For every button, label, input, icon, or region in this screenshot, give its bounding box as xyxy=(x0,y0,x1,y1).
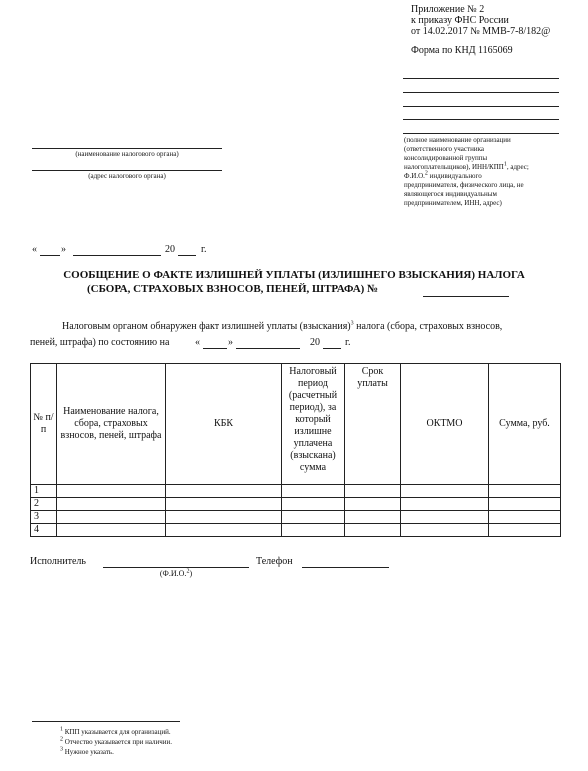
cell-sum[interactable] xyxy=(489,524,561,537)
body-year-suffix: г. xyxy=(345,337,351,348)
row-number: 3 xyxy=(31,511,57,524)
executor-field[interactable] xyxy=(103,567,249,568)
body-quote-close: » xyxy=(228,337,233,348)
cell-due-date[interactable] xyxy=(345,485,401,498)
cell-tax-name[interactable] xyxy=(57,524,166,537)
cell-oktmo[interactable] xyxy=(401,485,489,498)
cell-oktmo[interactable] xyxy=(401,511,489,524)
body-month-field[interactable] xyxy=(236,348,300,349)
header-due-date: Срок уплаты xyxy=(345,364,401,485)
body-text-line2: пеней, штрафа) по состоянию на xyxy=(30,337,170,348)
cell-sum[interactable] xyxy=(489,485,561,498)
tax-authority-address-caption: (адрес налогового органа) xyxy=(88,172,166,180)
cell-period[interactable] xyxy=(282,511,345,524)
cell-sum[interactable] xyxy=(489,511,561,524)
date-day-field[interactable] xyxy=(40,255,60,256)
tax-authority-address-line[interactable] xyxy=(32,170,222,171)
header-tax-name: Наименование налога, сбора, страховых взносов, пеней, штрафа xyxy=(57,364,166,485)
footnote-3: $^3$ Нужное указать. xyxy=(60,746,114,756)
cell-kbk[interactable] xyxy=(166,524,282,537)
date-month-field[interactable] xyxy=(73,255,161,256)
header-num: № п/п xyxy=(31,364,57,485)
body-quote-open: « xyxy=(195,337,200,348)
cell-oktmo[interactable] xyxy=(401,524,489,537)
table-row xyxy=(31,498,561,511)
date-year-prefix: 20 xyxy=(165,244,175,255)
body-year-prefix: 20 xyxy=(310,337,320,348)
table-row xyxy=(31,485,561,498)
order-label: к приказу ФНС России xyxy=(411,15,509,26)
recipient-line-4[interactable] xyxy=(403,119,559,120)
header-oktmo: ОКТМО xyxy=(401,364,489,485)
cell-period[interactable] xyxy=(282,485,345,498)
footnote-2: $^2$ Отчество указывается при наличии. xyxy=(60,736,173,746)
header-sum: Сумма, руб. xyxy=(489,364,561,485)
body-year-field[interactable] xyxy=(323,348,341,349)
appendix-label: Приложение № 2 xyxy=(411,4,485,15)
date-year-suffix: г. xyxy=(201,244,207,255)
row-number: 1 xyxy=(31,485,57,498)
tax-authority-name-caption: (наименование налогового органа) xyxy=(75,150,179,158)
cell-kbk[interactable] xyxy=(166,511,282,524)
recipient-line-2[interactable] xyxy=(403,92,559,93)
body-text-line1: Налоговым органом обнаружен факт излишней уплаты (взыскания)$^3$ налога (сбора, страховых взносов, xyxy=(62,320,503,332)
table-row xyxy=(31,511,561,524)
cell-due-date[interactable] xyxy=(345,498,401,511)
cell-kbk[interactable] xyxy=(166,485,282,498)
recipient-line-3[interactable] xyxy=(403,106,559,107)
date-quote-close: » xyxy=(61,244,66,255)
cell-tax-name[interactable] xyxy=(57,511,166,524)
cell-tax-name[interactable] xyxy=(57,485,166,498)
overpayment-table xyxy=(30,363,561,537)
row-number: 4 xyxy=(31,524,57,537)
table-row xyxy=(31,524,561,537)
date-quote-open: « xyxy=(32,244,37,255)
header-kbk: КБК xyxy=(166,364,282,485)
order-date-label: от 14.02.2017 № ММВ-7-8/182@ xyxy=(411,26,551,37)
footnote-1: $^1$ КПП указывается для организаций. xyxy=(60,726,171,736)
cell-oktmo[interactable] xyxy=(401,498,489,511)
header-period: Налоговый период (расчетный период), за который излишне уплачена (взыскана) сумма xyxy=(282,364,345,485)
cell-tax-name[interactable] xyxy=(57,498,166,511)
cell-sum[interactable] xyxy=(489,498,561,511)
recipient-caption: (полное наименование организации (ответственного участника консолидированной группы налогоплательщиков), ИНН/КПП$^1$, адрес; Ф.И.О.$^2$ индивидуального предпринимателя, физического лица, не являющегося индивидуальным предпринимателем, ИНН, адрес) xyxy=(404,136,529,207)
phone-label: Телефон xyxy=(256,556,293,567)
date-year-field[interactable] xyxy=(178,255,196,256)
footnote-separator xyxy=(32,721,180,722)
cell-period[interactable] xyxy=(282,498,345,511)
cell-due-date[interactable] xyxy=(345,524,401,537)
table-header-row xyxy=(31,364,561,485)
executor-fio-caption: (Ф.И.О.$^2$) xyxy=(159,568,193,578)
recipient-line-1[interactable] xyxy=(403,78,559,79)
cell-period[interactable] xyxy=(282,524,345,537)
form-code-label: Форма по КНД 1165069 xyxy=(411,45,513,56)
row-number: 2 xyxy=(31,498,57,511)
phone-field[interactable] xyxy=(302,567,389,568)
document-title-line2: (СБОРА, СТРАХОВЫХ ВЗНОСОВ, ПЕНЕЙ, ШТРАФА) № xyxy=(87,283,379,295)
recipient-line-5[interactable] xyxy=(403,133,559,134)
executor-label: Исполнитель xyxy=(30,556,86,567)
message-number-field[interactable] xyxy=(423,296,509,297)
tax-authority-name-line[interactable] xyxy=(32,148,222,149)
document-title-line1: СООБЩЕНИЕ О ФАКТЕ ИЗЛИШНЕЙ УПЛАТЫ (ИЗЛИШНЕГО ВЗЫСКАНИЯ) НАЛОГА xyxy=(63,269,525,281)
body-day-field[interactable] xyxy=(203,348,227,349)
cell-kbk[interactable] xyxy=(166,498,282,511)
cell-due-date[interactable] xyxy=(345,511,401,524)
